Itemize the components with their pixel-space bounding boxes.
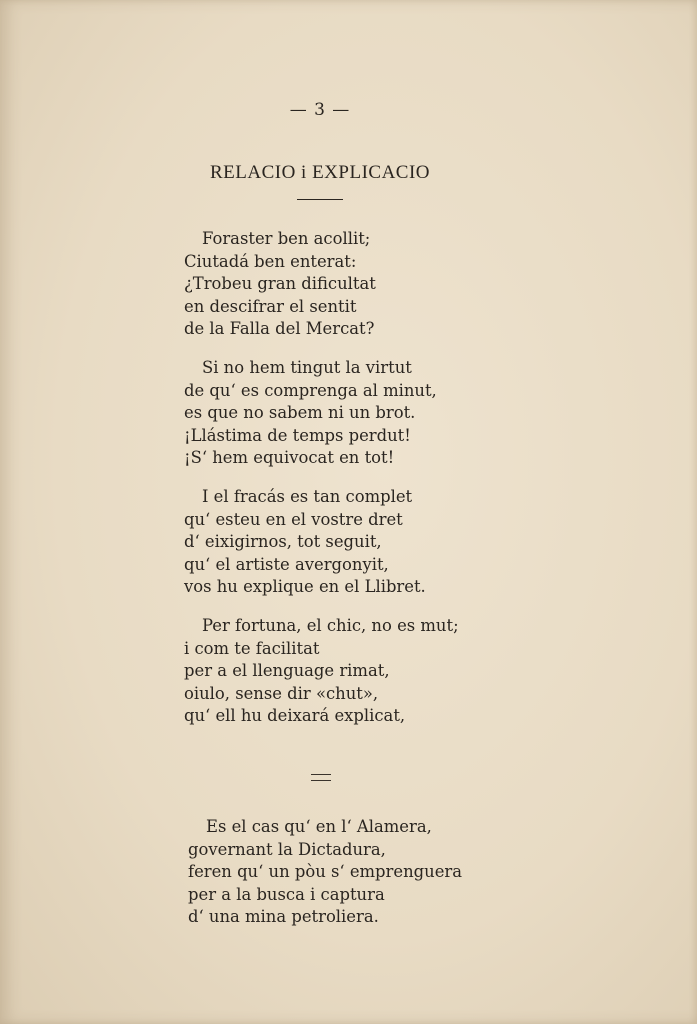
verse-line: I el fracás es tan complet — [202, 486, 413, 506]
verse-line: governant la Dictadura, — [188, 839, 386, 859]
stanza-2 — [184, 357, 484, 470]
verse-line: Foraster ben acollit; — [202, 229, 371, 248]
verse-line: de la Falla del Mercat? — [184, 319, 375, 339]
stanza-3 — [184, 486, 484, 599]
stanza-4 — [184, 615, 484, 728]
double-rule-divider — [311, 774, 331, 781]
page-number: — 3 — — [289, 100, 351, 120]
verse-line: es que no sabem ni un brot. — [184, 403, 416, 423]
verse-line: en descifrar el sentit — [184, 296, 357, 316]
verse-line: Per fortuna, el chic, no es mut; — [202, 615, 459, 635]
verse-line: Si no hem tingut la virtut — [202, 357, 412, 377]
verse-line: de qu‘ es comprenga al minut, — [184, 380, 437, 400]
verse-line: feren qu‘ un pòu s‘ emprenguera — [188, 862, 462, 882]
verse-line: d‘ una mina petroliera. — [188, 907, 379, 927]
verse-line: vos hu explique en el Llibret. — [184, 577, 426, 597]
verse-line: ¡Llástima de temps perdut! — [184, 425, 411, 445]
title-underline — [297, 199, 343, 200]
verse-line: qu‘ el artiste avergonyit, — [184, 554, 389, 574]
verse-line: d‘ eixigirnos, tot seguit, — [184, 532, 382, 552]
poem-section-2 — [188, 816, 488, 945]
verse-line: per a la busca i captura — [188, 884, 385, 904]
stanza-1 — [184, 228, 484, 341]
verse-line: ¿Trobeu gran dificultat — [184, 274, 376, 294]
verse-line: Es el cas qu‘ en l‘ Alamera, — [206, 817, 432, 836]
stanza-5 — [188, 816, 488, 929]
verse-line: qu‘ esteu en el vostre dret — [184, 509, 403, 529]
verse-line: Ciutadá ben enterat: — [184, 251, 357, 271]
verse-line: qu‘ ell hu deixará explicat, — [184, 706, 406, 726]
verse-line: ¡S‘ hem equivocat en tot! — [184, 448, 395, 468]
verse-line: per a el llenguage rimat, — [184, 661, 390, 681]
poem-section-1 — [184, 228, 484, 744]
verse-line: i com te facilitat — [184, 638, 320, 658]
verse-line: oiulo, sense dir «chut», — [184, 683, 379, 703]
section-title: RELACIO i EXPLICACIO — [209, 162, 431, 183]
